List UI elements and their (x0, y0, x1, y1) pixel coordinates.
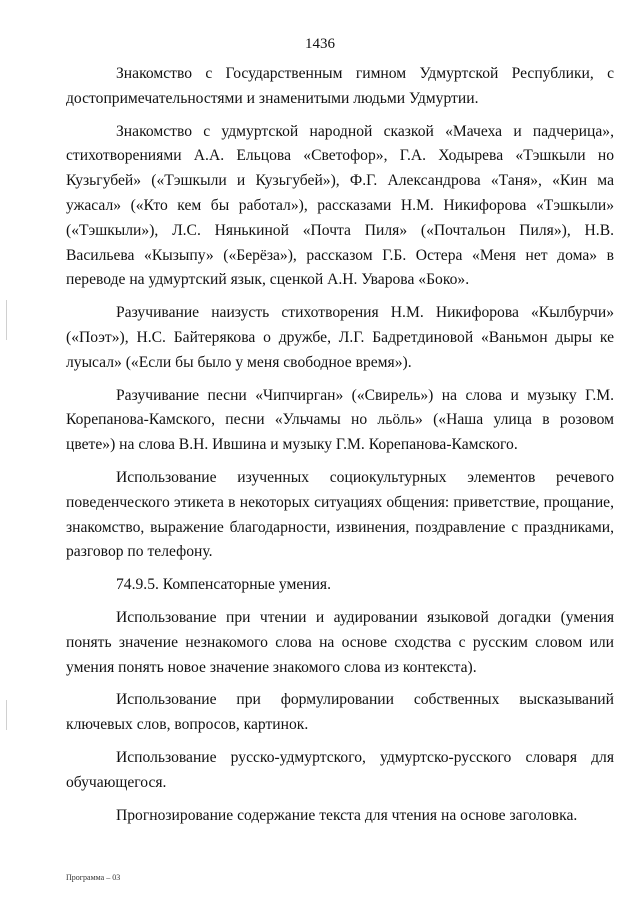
paragraph: Прогнозирование содержание текста для чтения на основе заголовка. (116, 806, 578, 824)
footer-program-label: Программа – 03 (66, 873, 121, 882)
paragraph: Разучивание наизусть стихотворения Н.М. Никифорова «Кылбурчи» («Поэт»), Н.С. Байтерякова о дружбе, Л.Г. Бадретдиновой «Ваньмон дыры ке луысал» («Если бы было у меня свободное время»). (66, 304, 614, 371)
document-body (66, 62, 614, 836)
paragraph: Использование русско-удмуртского, удмуртско-русского словаря для обучающегося. (66, 748, 614, 791)
paragraph: Знакомство с Государственным гимном Удмуртской Республики, с достопримечательностями и знаменитыми людьми Удмуртии. (66, 65, 614, 107)
paragraph: Использование при чтении и аудировании языковой догадки (умения понять значение незнакомого слова на основе сходства с русским словом или умения понять новое значение знакомого слова из контекста). (66, 608, 614, 676)
page-number: 1436 (305, 36, 335, 52)
paragraph: Использование изученных социокультурных элементов речевого поведенческого этикета в некоторых ситуациях общения: приветствие, прощание, знакомство, выражение благодарности, извинения, поздравление с праздниками, разговор по телефону. (66, 468, 614, 561)
paragraph: Знакомство с удмуртской народной сказкой «Мачеха и падчерица», стихотворениями А.А. Ельцова «Светофор», Г.А. Ходырева «Тэшкыли но Кузьгубей» («Тэшкыли и Кузьгубей»), Ф.Г. Александрова «Таня», «Кин ма ужасал» («Кто кем бы работал»), рассказами Н.М. Никифорова «Тэшкыли» («Тэшкыли»), Л.С. Нянькиной «Почта Пиля» («Почтальон Пиля»), Н.В. Васильева «Кызыпу» («Берёза»), рассказом Г.Б. Остера «Меня нет дома» в переводе на удмуртский язык, сценкой А.Н. Уварова «Боко». (66, 122, 614, 289)
paragraph: Использование при формулировании собственных высказываний ключевых слов, вопросов, картинок. (66, 691, 614, 734)
scan-margin-mark (6, 700, 7, 730)
scan-margin-mark (6, 300, 7, 340)
paragraph: Разучивание песни «Чипчирган» («Свирель») на слова и музыку Г.М. Корепанова-Камского, песни «Ульчамы но льӧль» («Наша улица в розовом цвете») на слова В.Н. Ившина и музыку Г.М. Корепанова-Камского. (66, 386, 614, 454)
section-heading: 74.9.5. Компенсаторные умения. (116, 576, 331, 594)
